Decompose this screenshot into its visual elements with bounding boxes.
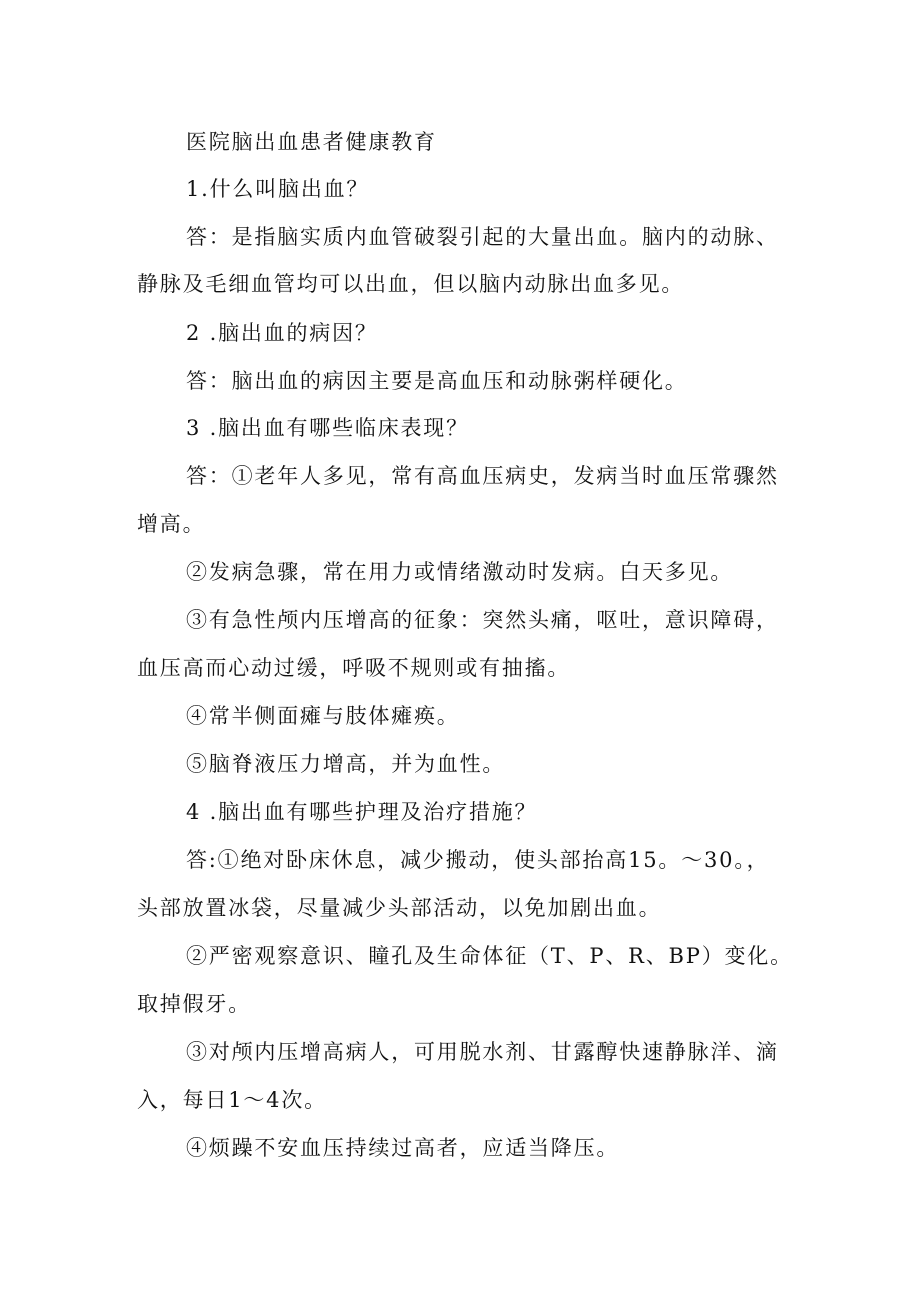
answer-3-item-2: ②发病急骤，常在用力或情绪激动时发病。白天多见。: [186, 560, 734, 584]
answer-2: 答：脑出血的病因主要是高血压和动脉粥样硬化。: [186, 369, 688, 393]
question-1: 1.什么叫脑出血？: [186, 177, 370, 201]
answer-1-line-2: 静脉及毛细血管均可以出血，但以脑内动脉出血多见。: [137, 272, 685, 296]
question-2: 2 .脑出血的病因？: [186, 321, 378, 345]
answer-4-item-3-line-1: ③对颅内压增高病人，可用脱水剂、甘露醇快速静脉洋、滴: [186, 1040, 779, 1064]
question-4: 4 .脑出血有哪些护理及治疗措施？: [186, 800, 538, 824]
answer-4-item-3-line-2: 入，每日1～4次。: [137, 1088, 327, 1112]
answer-4-item-4: ④烦躁不安血压持续过高者，应适当降压。: [186, 1136, 620, 1160]
answer-3-item-1-line-1: 答：①老年人多见，常有高血压病史，发病当时血压常骤然: [186, 464, 779, 488]
answer-4-item-1-line-1: 答:①绝对卧床休息，减少搬动，使头部抬高15。～30。，: [186, 848, 770, 872]
answer-3-item-3-line-2: 血压高而心动过缓，呼吸不规则或有抽搐。: [137, 656, 571, 680]
answer-3-item-4: ④常半侧面瘫与肢体瘫痪。: [186, 704, 460, 728]
question-3: 3 .脑出血有哪些临床表现？: [186, 416, 469, 440]
answer-3-item-1-line-2: 增高。: [137, 512, 206, 536]
answer-3-item-3-line-1: ③有急性颅内压增高的征象：突然头痛，呕吐，意识障碍，: [186, 608, 779, 632]
document-title: 医院脑出血患者健康教育: [186, 130, 437, 154]
answer-4-item-2-line-2: 取掉假牙。: [137, 992, 251, 1016]
answer-4-item-1-line-2: 头部放置冰袋，尽量减少头部活动，以免加剧出血。: [137, 896, 662, 920]
answer-1-line-1: 答：是指脑实质内血管破裂引起的大量出血。脑内的动脉、: [186, 225, 779, 249]
answer-4-item-2-line-1: ②严密观察意识、瞳孔及生命体征（T、P、R、BP）变化。: [186, 944, 793, 968]
answer-3-item-5: ⑤脑脊液压力增高，并为血性。: [186, 752, 506, 776]
